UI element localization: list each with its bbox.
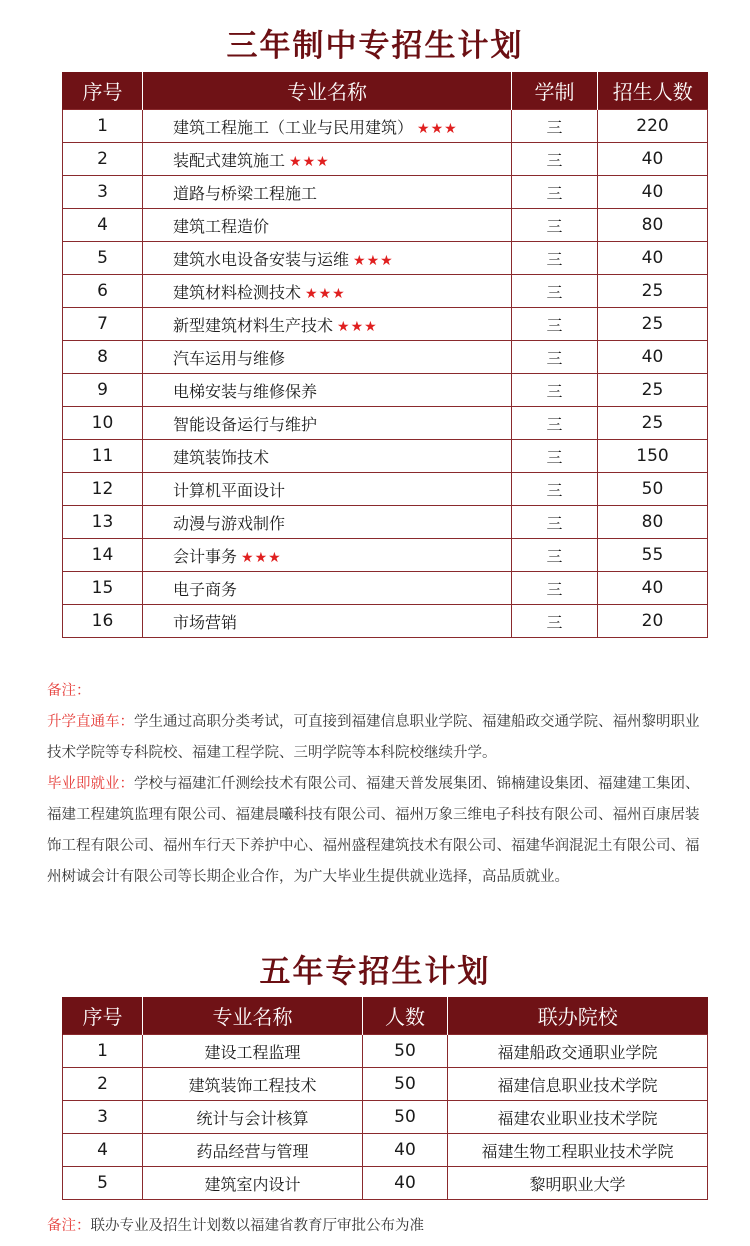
row-major — [143, 275, 512, 308]
featured-stars: ★★★ — [417, 120, 458, 137]
row-major — [143, 539, 512, 572]
row-major — [143, 341, 512, 374]
row-enrollment: 80 — [598, 209, 708, 242]
note-upgrade-label: 升学直通车： — [47, 714, 134, 730]
row-major: 药品经营与管理 — [143, 1134, 363, 1167]
header-no: 序号 — [63, 72, 143, 110]
table-row — [63, 176, 708, 209]
row-no: 10 — [63, 407, 143, 440]
row-enrollment: 40 — [598, 176, 708, 209]
row-duration: 三 — [512, 341, 598, 374]
header-major: 专业名称 — [143, 997, 363, 1035]
featured-stars: ★★★ — [289, 153, 330, 170]
row-partner-school: 福建生物工程职业技术学院 — [448, 1134, 708, 1167]
table-row — [63, 1068, 708, 1101]
table-header-row — [63, 997, 708, 1035]
major-name: 电梯安装与维修保养 — [173, 381, 318, 401]
table-row — [63, 473, 708, 506]
table-row — [63, 572, 708, 605]
table-row — [63, 506, 708, 539]
row-enrollment: 220 — [598, 110, 708, 143]
featured-stars: ★★★ — [337, 318, 378, 335]
row-no: 11 — [63, 440, 143, 473]
row-major — [143, 110, 512, 143]
row-no: 4 — [63, 1134, 143, 1167]
row-major — [143, 308, 512, 341]
row-duration: 三 — [512, 572, 598, 605]
row-major — [143, 572, 512, 605]
table-row — [63, 1134, 708, 1167]
featured-stars: ★★★ — [353, 252, 394, 269]
row-duration: 三 — [512, 539, 598, 572]
final-note-text: 联办专业及招生计划数以福建省教育厅审批公布为准 — [90, 1218, 424, 1234]
row-enrollment: 55 — [598, 539, 708, 572]
table-row — [63, 143, 708, 176]
row-count: 40 — [363, 1134, 448, 1167]
five-year-plan-title: 五年专招生计划 — [259, 954, 491, 990]
row-major: 建筑装饰工程技术 — [143, 1068, 363, 1101]
row-partner-school: 福建农业职业技术学院 — [448, 1101, 708, 1134]
row-duration: 三 — [512, 110, 598, 143]
header-no: 序号 — [63, 997, 143, 1035]
row-major: 统计与会计核算 — [143, 1101, 363, 1134]
row-no: 2 — [63, 1068, 143, 1101]
row-enrollment: 150 — [598, 440, 708, 473]
row-count: 50 — [363, 1101, 448, 1134]
row-major — [143, 374, 512, 407]
row-major — [143, 473, 512, 506]
final-note — [47, 1214, 424, 1235]
row-duration: 三 — [512, 407, 598, 440]
row-major — [143, 506, 512, 539]
notes-heading: 备注： — [47, 683, 91, 699]
row-no: 3 — [63, 1101, 143, 1134]
row-enrollment: 40 — [598, 143, 708, 176]
row-no: 2 — [63, 143, 143, 176]
row-no: 12 — [63, 473, 143, 506]
row-duration: 三 — [512, 506, 598, 539]
row-count: 50 — [363, 1035, 448, 1068]
row-major — [143, 143, 512, 176]
row-no: 5 — [63, 1167, 143, 1200]
row-duration: 三 — [512, 242, 598, 275]
row-no: 9 — [63, 374, 143, 407]
major-name: 道路与桥梁工程施工 — [173, 183, 318, 203]
row-enrollment: 25 — [598, 308, 708, 341]
table-row — [63, 209, 708, 242]
table-row — [63, 275, 708, 308]
major-name: 动漫与游戏制作 — [173, 513, 286, 533]
row-enrollment: 40 — [598, 572, 708, 605]
row-no: 4 — [63, 209, 143, 242]
header-enrollment: 招生人数 — [598, 72, 708, 110]
major-name: 建筑装饰技术 — [173, 447, 270, 467]
table-row — [63, 605, 708, 638]
row-no: 13 — [63, 506, 143, 539]
notes-block — [47, 676, 712, 893]
row-major — [143, 407, 512, 440]
row-major — [143, 440, 512, 473]
row-major — [143, 176, 512, 209]
table-row — [63, 407, 708, 440]
note-employment — [47, 769, 712, 893]
table-row — [63, 242, 708, 275]
row-no: 3 — [63, 176, 143, 209]
header-major: 专业名称 — [143, 72, 512, 110]
row-duration: 三 — [512, 473, 598, 506]
five-year-plan-table — [62, 997, 708, 1200]
row-count: 40 — [363, 1167, 448, 1200]
major-name: 电子商务 — [173, 579, 238, 599]
table-row — [63, 1101, 708, 1134]
row-no: 14 — [63, 539, 143, 572]
row-enrollment: 20 — [598, 605, 708, 638]
major-name: 装配式建筑施工 — [173, 150, 286, 170]
row-duration: 三 — [512, 275, 598, 308]
major-name: 汽车运用与维修 — [173, 348, 286, 368]
table-header-row — [63, 72, 708, 110]
major-name: 建筑工程施工（工业与民用建筑） — [173, 117, 414, 137]
row-no: 8 — [63, 341, 143, 374]
table-row — [63, 341, 708, 374]
row-no: 1 — [63, 110, 143, 143]
row-enrollment: 50 — [598, 473, 708, 506]
three-year-plan-table — [62, 72, 708, 638]
row-major — [143, 209, 512, 242]
major-name: 建筑材料检测技术 — [173, 282, 302, 302]
table-row — [63, 539, 708, 572]
row-partner-school: 福建信息职业技术学院 — [448, 1068, 708, 1101]
major-name: 计算机平面设计 — [173, 480, 286, 500]
table-row — [63, 1167, 708, 1200]
row-enrollment: 80 — [598, 506, 708, 539]
row-no: 15 — [63, 572, 143, 605]
major-name: 建筑水电设备安装与运维 — [173, 249, 350, 269]
row-duration: 三 — [512, 143, 598, 176]
note-employment-label: 毕业即就业： — [47, 776, 134, 792]
row-enrollment: 25 — [598, 275, 708, 308]
note-upgrade-text: 学生通过高职分类考试，可直接到福建信息职业学院、福建船政交通学院、福州黎明职业技术学院等专科院校、福建工程学院、三明学院等本科院校继续升学。 — [47, 714, 700, 761]
row-enrollment: 40 — [598, 341, 708, 374]
major-name: 新型建筑材料生产技术 — [173, 315, 334, 335]
final-note-label: 备注： — [47, 1218, 91, 1234]
table-row — [63, 308, 708, 341]
row-major: 建筑室内设计 — [143, 1167, 363, 1200]
three-year-plan-title: 三年制中专招生计划 — [226, 28, 524, 64]
featured-stars: ★★★ — [241, 549, 282, 566]
row-duration: 三 — [512, 440, 598, 473]
table-row — [63, 1035, 708, 1068]
header-partner-school: 联办院校 — [448, 997, 708, 1035]
row-duration: 三 — [512, 605, 598, 638]
row-duration: 三 — [512, 374, 598, 407]
row-no: 7 — [63, 308, 143, 341]
note-employment-text: 学校与福建汇仟测绘技术有限公司、福建天普发展集团、锦楠建设集团、福建建工集团、福建工程建筑监理有限公司、福建晨曦科技有限公司、福州万象三维电子科技有限公司、福州百康居装饰工程有限公司、福州车行天下养护中心、福州盛程建筑技术有限公司、福建华润混泥土有限公司、福州树诚会计有限公司等长期企业合作，为广大毕业生提供就业选择，高品质就业。 — [47, 776, 700, 885]
table-row — [63, 374, 708, 407]
row-duration: 三 — [512, 209, 598, 242]
row-major — [143, 242, 512, 275]
row-major: 建设工程监理 — [143, 1035, 363, 1068]
row-partner-school: 福建船政交通职业学院 — [448, 1035, 708, 1068]
row-count: 50 — [363, 1068, 448, 1101]
row-no: 5 — [63, 242, 143, 275]
major-name: 智能设备运行与维护 — [173, 414, 318, 434]
header-duration: 学制 — [512, 72, 598, 110]
row-enrollment: 25 — [598, 374, 708, 407]
note-upgrade — [47, 707, 712, 769]
row-major — [143, 605, 512, 638]
row-no: 16 — [63, 605, 143, 638]
featured-stars: ★★★ — [305, 285, 346, 302]
major-name: 会计事务 — [173, 546, 238, 566]
row-no: 6 — [63, 275, 143, 308]
row-no: 1 — [63, 1035, 143, 1068]
header-count: 人数 — [363, 997, 448, 1035]
major-name: 市场营销 — [173, 612, 238, 632]
table-row — [63, 110, 708, 143]
row-enrollment: 40 — [598, 242, 708, 275]
row-enrollment: 25 — [598, 407, 708, 440]
row-duration: 三 — [512, 308, 598, 341]
row-partner-school: 黎明职业大学 — [448, 1167, 708, 1200]
major-name: 建筑工程造价 — [173, 216, 270, 236]
table-row — [63, 440, 708, 473]
row-duration: 三 — [512, 176, 598, 209]
